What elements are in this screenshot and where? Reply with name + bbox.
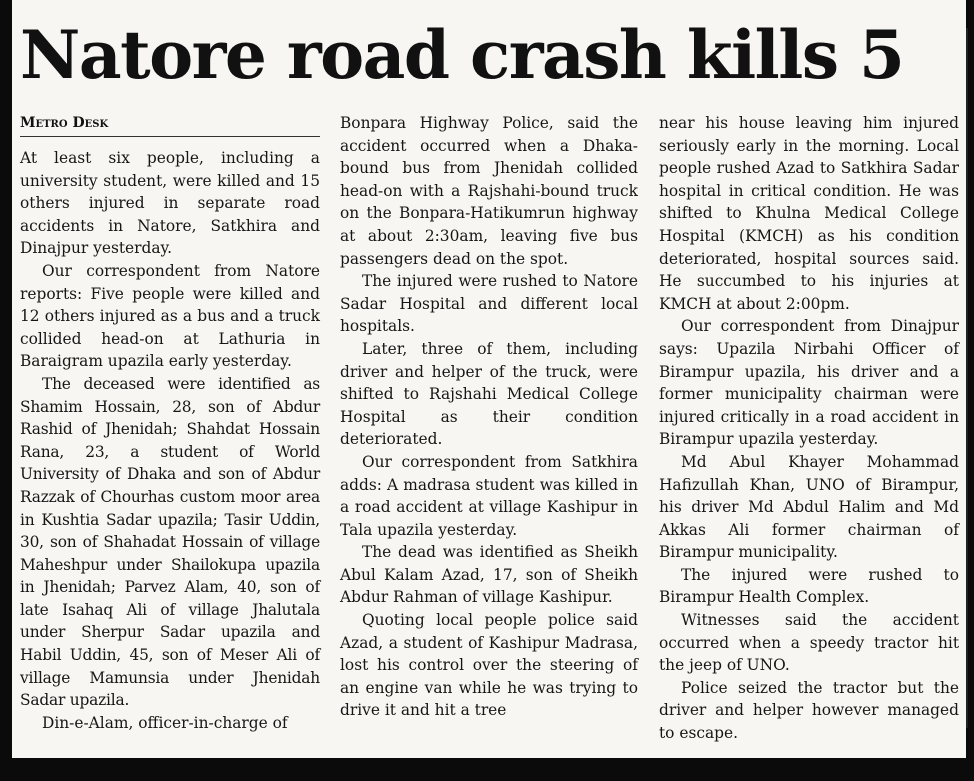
paragraph: Later, three of them, including driver and helper of the truck, were shifted to Rajshahi Medical College Hospital as their condition deteriorated.	[340, 339, 638, 449]
article-column-3	[659, 112, 959, 745]
paragraph: Md Abul Khayer Mohammad Hafizullah Khan, UNO of Birampur, his driver Md Abdul Halim and Md Akkas Ali former chairman of Birampur municipality.	[659, 452, 959, 562]
page-edge	[966, 28, 968, 728]
paragraph: Our correspondent from Satkhira adds: A madrasa student was killed in a road accident at village Kashipur in Tala upazila yesterday.	[340, 452, 638, 539]
article-column-2	[340, 112, 638, 722]
paragraph: Our correspondent from Natore reports: Five people were killed and 12 others injured as a bus and a truck collided head-on at Lathuria in Baraigram upazila early yesterday.	[20, 261, 320, 371]
paragraph: Our correspondent from Dinajpur says: Upazila Nirbahi Officer of Birampur upazila, his driver and a former municipality chairman were injured critically in a road accident in Birampur upazila yesterday.	[659, 317, 959, 449]
paragraph-lede: At least six people, including a university student, were killed and 15 others injured in separate road accidents in Natore, Satkhira and Dinajpur yesterday.	[20, 149, 320, 258]
headline: Natore road crash kills 5	[20, 16, 904, 94]
byline: Metro Desk	[20, 115, 109, 131]
paragraph: The dead was identified as Sheikh Abul Kalam Azad, 17, son of Sheikh Abdur Rahman of village Kashipur.	[340, 543, 638, 607]
newspaper-clipping	[12, 0, 966, 758]
paragraph: The injured were rushed to Natore Sadar Hospital and different local hospitals.	[340, 272, 638, 336]
paragraph: Quoting local people police said Azad, a student of Kashipur Madrasa, lost his control over the steering of an engine van while he was trying to drive it and hit a tree	[340, 611, 638, 720]
paragraph: Police seized the tractor but the driver and helper however managed to escape.	[659, 678, 959, 743]
paragraph: Din-e-Alam, officer-in-charge of	[42, 713, 288, 732]
article-column-1	[20, 112, 320, 734]
paragraph: Witnesses said the accident occurred when a speedy tractor hit the jeep of UNO.	[659, 611, 959, 675]
paragraph: The injured were rushed to Birampur Health Complex.	[659, 565, 959, 607]
byline-rule	[20, 136, 320, 137]
paragraph: near his house leaving him injured seriously early in the morning. Local people rushed Azad to Satkhira Sadar hospital in critical condition. He was shifted to Khulna Medical College Hospital (KMCH) as his condition deteriorated, hospital sources said. He succumbed to his injuries at KMCH at about 2:00pm.	[659, 114, 959, 313]
paragraph: The deceased were identified as Shamim Hossain, 28, son of Abdur Rashid of Jhenidah; Shahdat Hossain Rana, 23, a student of World University of Dhaka and son of Abdur Razzak of Chourhas custom moor area in Kushtia Sadar upazila; Tasir Uddin, 30, son of Shahadat Hossain of village Maheshpur under Shailokupa upazila in Jhenidah; Parvez Alam, 40, son of late Isahaq Ali of village Jhalutala under Sherpur Sadar upazila and Habil Uddin, 45, son of Meser Ali of village Mamunsia under Jhenidah Sadar upazila.	[20, 374, 320, 710]
paragraph: Bonpara Highway Police, said the accident occurred when a Dhaka-bound bus from Jhenidah collided head-on with a Rajshahi-bound truck on the Bonpara-Hatikumrun highway at about 2:30am, leaving five bus passengers dead on the spot.	[340, 114, 638, 268]
